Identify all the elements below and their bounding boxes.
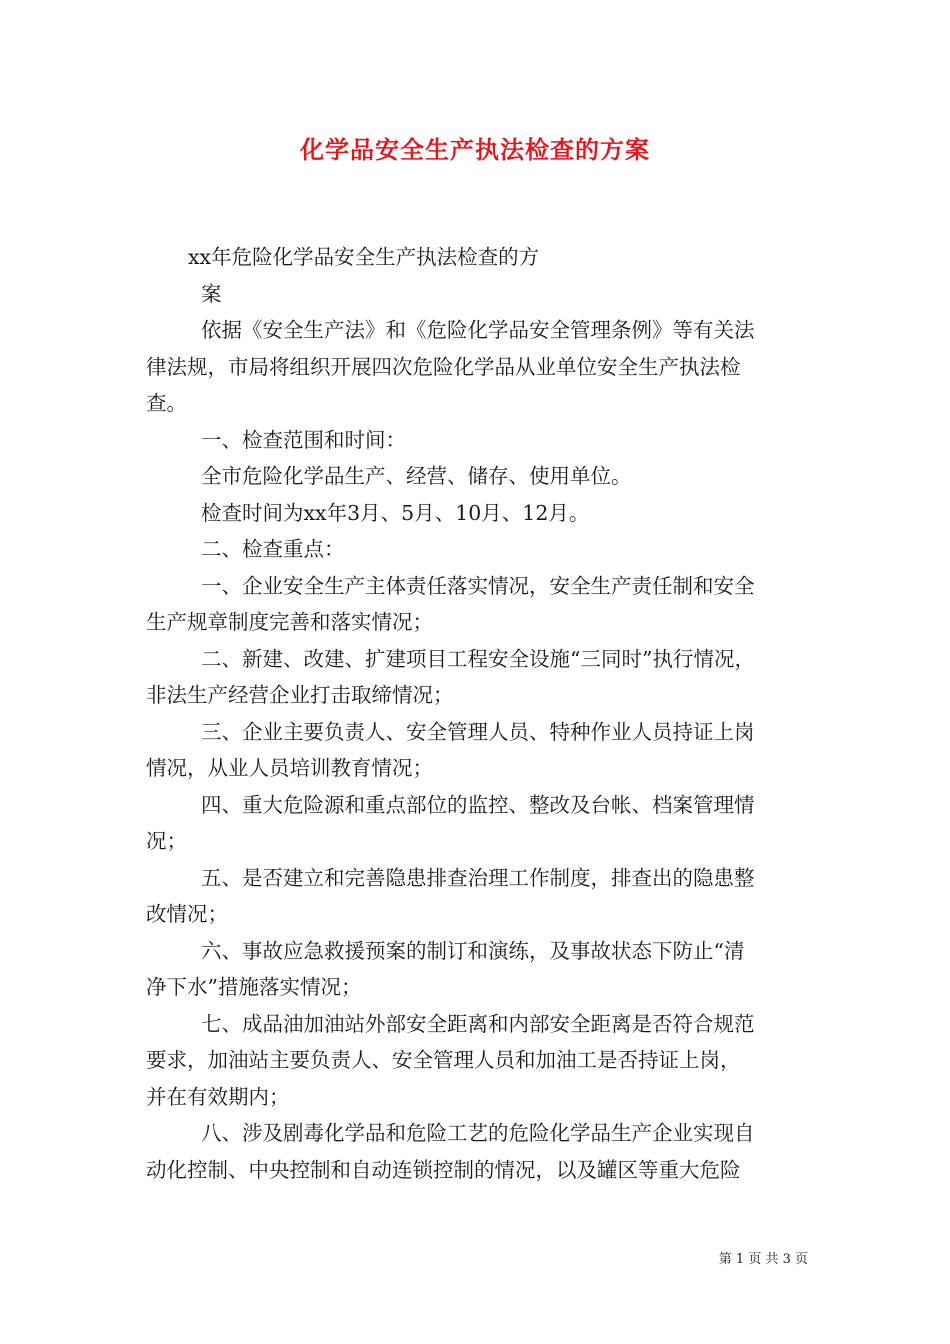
text-line: 二、新建、改建、扩建项目工程安全设施“三同时”执行情况， <box>201 647 755 671</box>
text-line: 一、企业安全生产主体责任落实情况，安全生产责任制和安全 <box>201 574 755 598</box>
text-line: 律法规，市局将组织开展四次危险化学品从业单位安全生产执法检 <box>146 355 741 379</box>
text-line: 况； <box>146 829 187 853</box>
text-line: 情况，从业人员培训教育情况； <box>146 756 433 780</box>
text-line: xx年危险化学品安全生产执法检查的方 <box>188 245 540 269</box>
text-line: 依据《安全生产法》和《危险化学品安全管理条例》等有关法 <box>201 318 755 342</box>
text-line: 七、成品油加油站外部安全距离和内部安全距离是否符合规范 <box>201 1012 755 1036</box>
text-line: 三、企业主要负责人、安全管理人员、特种作业人员持证上岗 <box>201 720 755 744</box>
text-line: 全市危险化学品生产、经营、储存、使用单位。 <box>201 464 632 488</box>
text-line: 二、检查重点： <box>201 537 345 561</box>
text-line: 动化控制、中央控制和自动连锁控制的情况，以及罐区等重大危险 <box>146 1158 741 1182</box>
text-line: 查。 <box>146 391 187 415</box>
text-line: 检查时间为xx年3月、5月、10月、12月。 <box>201 501 590 525</box>
text-line: 要求，加油站主要负责人、安全管理人员和加油工是否持证上岗， <box>146 1048 741 1072</box>
text-line: 四、重大危险源和重点部位的监控、整改及台帐、档案管理情 <box>201 793 755 817</box>
text-line: 八、涉及剧毒化学品和危险工艺的危险化学品生产企业实现自 <box>201 1121 755 1145</box>
page-number: 第 1 页 共 3 页 <box>718 1252 808 1267</box>
text-line: 一、检查范围和时间： <box>201 428 406 452</box>
text-line: 并在有效期内； <box>146 1085 290 1109</box>
text-line: 改情况； <box>146 902 228 926</box>
text-line: 五、是否建立和完善隐患排查治理工作制度，排查出的隐患整 <box>201 866 755 890</box>
text-line: 非法生产经营企业打击取缔情况； <box>146 683 454 707</box>
text-line: 案 <box>201 282 222 306</box>
text-line: 净下水”措施落实情况； <box>146 975 362 999</box>
document-title: 化学品安全生产执法检查的方案 <box>300 135 650 164</box>
text-line: 六、事故应急救援预案的制订和演练，及事故状态下防止“清 <box>201 939 745 963</box>
text-line: 生产规章制度完善和落实情况； <box>146 610 433 634</box>
